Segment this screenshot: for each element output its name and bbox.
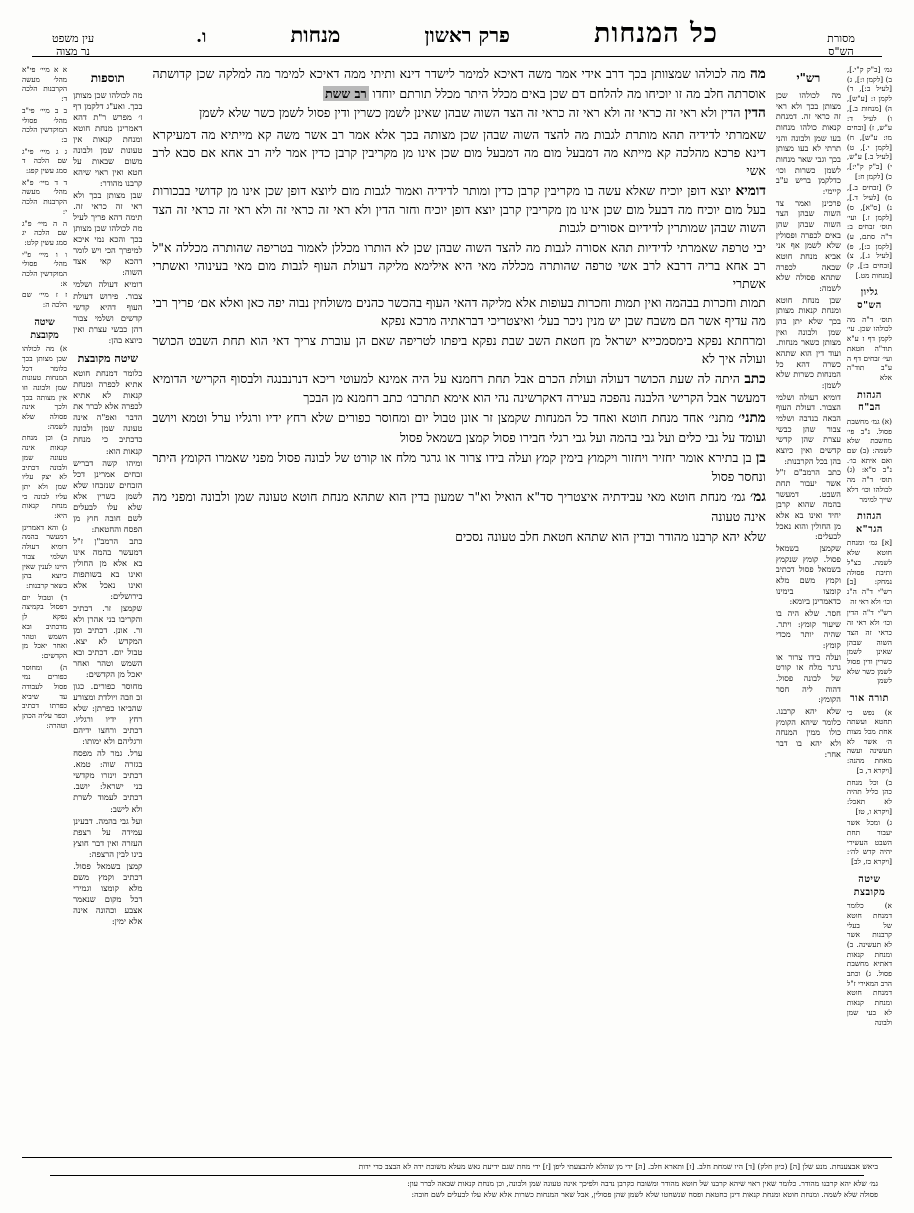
page-title: כל המנחות	[594, 18, 718, 49]
footnote-divider	[50, 1175, 864, 1176]
rashi-paragraph: חסר. שלא היה בו שיעור קומץ: ויתר. שהיה יותר מכדי קומץ:	[775, 608, 841, 651]
gemara-paragraph	[152, 409, 765, 446]
shita-paragraph: שקמצן זר. דכתיב והקריבו בני אהרן ולא זר. אונן. דכתיב ומן המקדש לא יצא. טבול יום. דכתיב ובא השמש וטהר ואחר יאכל מן הקדשים:	[73, 602, 143, 680]
ein-entry: א א מיי׳ פי"א מהל׳ מעשה הקרבנות הלכה ד:	[22, 65, 68, 104]
mishnah-marker: מתני׳	[738, 410, 766, 427]
masoret-header-line1: מסורת	[827, 32, 855, 45]
gemara-lead-word: דומיא	[735, 182, 766, 199]
ein-mishpat-header-label	[34, 33, 112, 58]
gemara-lead-word: הדין	[744, 105, 766, 122]
shita-mekubetzet-title-left: שיטה מקובצת	[77, 351, 139, 365]
tractate-name: מנחות	[290, 22, 341, 47]
gemara-text: מה לכולהו שמצוותן בכך דרב אידי אמר משה דאיכא למימר לישדר דינא ותיתי ממה דאיכא למימר מה למלקה שכן קדושתה אוסרתה חלב מה זו יוכיחו מה להלחם דם שכן באים מכלל היתר מכלל תורתם יוחדו	[152, 66, 766, 101]
masoret-extra-entry: רש"י ד"ה הדין וכו׳ ולא ראי זה כראי זה הצד השוה שבהן שאינן לשמן כשרין ודין פסול לשמן כשר שלא לשמן	[846, 608, 892, 686]
rashi-paragraph: ועלה בידו צרור או גרגר מלח או קורט של לבונה פסול. דהוה ליה חסר הקומץ:	[775, 651, 841, 705]
tosafot-paragraph: שבן מצותן בכך ולא ראי זה כראי זה. תימה דהא פריך לעיל מה לכולהו שכן מצותן בכך והכא נמי איכא למיפרך הכי ויש לומר דהכא קאי אצד השוה:	[73, 190, 143, 278]
torah-or-title: תורה אור	[850, 693, 889, 705]
shita-entry: א) מה לכולהו שכן מצותן בכך כלומר דכל המנחות טעונות שמן ולבונה וזו אין מצותה בכך ולכך אינה פסולה שלא לשמה:	[22, 344, 68, 431]
rashi-title: רש"י	[796, 71, 821, 85]
torah-or-entry: א) נפש כי תחטא ועשתה אחת מכל מצות ה׳ אשר לא תעשינה ועשה מאחת מהנה: [ויקרא ד, ב]	[846, 707, 892, 775]
gemara-text: גמ׳ מנחת חוטא מאי עבידתיה איצטריך סד"א הואיל וא"ר שמעון בדין הוא שתהא מנחת חוטא טעונה שמן ולבונה ומפני מה אינה טעונה	[152, 489, 766, 524]
ein-header-line1: עין משפט	[51, 32, 95, 45]
shita-mekubetzet-title-right: שיטה מקובצת	[853, 873, 886, 898]
shita-entry: ד) וטבול יום דפסול בקמיצה נפקא לן מדכתיב ובא השמש וטהר ואחר יאכל מן הקדשים:	[22, 592, 68, 660]
gilyon-entry: תוס׳ ד"ה מה לכולהו שכן. עי׳ לקמן דף ז ע"א תוד"ה חטאת ועי׳ זבחים דף ה ע"ב תוד"ה אלא	[846, 314, 892, 382]
hagahot-hagra-title: הגהות הגר"א	[856, 511, 883, 535]
gemara-paragraph	[152, 294, 765, 330]
highlighted-phrase: רב ששת	[325, 85, 367, 101]
rashi-paragraph: פרכינן ואמר צד השוה שבהן הצד השוה שבהן שהן באים לכפרה ופסולין שלא לשמן אף אני אביא מנחת חוטא שבאה לכפרה שתהא פסולה שלא לשמה:	[775, 197, 841, 293]
page-header	[22, 18, 892, 56]
rashi-paragraph: מה לכולהו שכן מצותן בכך ולא ראי זה כראי זה. דמנחת קנאות כולהו מנחות בעו שמן ולבונה והני תרתי לא בעו מצותן בכך וגבי שאר מנחות לשמן כשרות וכו׳ כדלקמן בריש ע"ב קיימי:	[775, 89, 841, 196]
gemara-paragraph	[152, 488, 765, 525]
rashi-paragraph: כתב הרמב"ם ז"ל אשר יעבור תחת השבט. דמעשר בהמה שהוא קרבן יחיד ואינו בא אלא מן החולין והוא נאכל לבעלים:	[775, 467, 841, 542]
gemara-paragraph	[152, 65, 765, 102]
torah-or-entry: ב) וכל מנחת כהן כליל תהיה לא תאכל: [ויקרא ו, טז]	[846, 777, 892, 816]
ein-header-line2: נר מצוה	[56, 44, 90, 58]
gemara-marker: גמ׳	[750, 489, 766, 506]
gemara-paragraph	[152, 370, 765, 407]
gemara-paragraph	[152, 104, 765, 124]
shita-paragraph: מחוסר כפורים. כגון זב וזבה ויולדת ומצורע שהביאו כפרתן: שלא רחץ ידיו ורגליו. דכתיב ורחצו ידיהם ורגליהם ולא ימותו:	[73, 681, 143, 747]
tosafot-column	[73, 63, 142, 1153]
shita-paragraph: ועל גבי בהמה. דבעינן עמידה על רצפת העזרה ואין דבר חוצץ בינו לבין הרצפה:	[73, 815, 143, 859]
gemara-lead-word: בן	[755, 449, 766, 466]
tosafot-paragraph: דומיא דעולה ושלמי צבור. פירוש דעולת העוף דהיא קדשי קדשים ושלמי צבור דהן כבשי עצרת ואין כיוצא בהן:	[73, 279, 143, 345]
shita-paragraph: קמצן בשמאל פסול. דכתיב וקמץ משם מלא קומצו וגמירי דכל מקום שנאמר אצבע וכהונה אינה אלא ימין:	[73, 860, 143, 926]
rashi-paragraph: שלא יהא קרבנו. כלומר שיהא הקומץ כולו ממין המנחה ולא יהא בו דבר אחר:	[775, 706, 841, 759]
shita-paragraph: כלומר דמנחת חוטא אתיא לכפרה ומנחת קנאות לא אתיא לכפרה אלא לברר את הדבר ואפ"ה אינה טעונה שמן ולבונה כדכתיב כי מנחת קנאות הוא:	[73, 368, 143, 456]
ein-entry: ג ג מיי׳ פי"ג שם הלכה ד סמג עשין קפג:	[22, 146, 68, 176]
shita-entry: ג) והא דאמרינן דמעשר בהמה דומיא דעולה ושלמי צבור היינו לענין שאין כיוצא בהן בשאר קרבנות:	[22, 522, 68, 590]
gemara-text: ומרחתא נפקא בימסמכייא ישראל מן חטאת השב שבת נפקא ביפתו לטריפה שאם הן עוברת צריך דאי הוא תחת השבט הכושר ועולה איך לא	[152, 333, 766, 366]
gemara-lead-word: כתב	[744, 370, 766, 387]
shita-paragraph: ערל. גמר לה מפסח בגזרה שוה: טמא. דכתיב וינזרו מקדשי בני ישראל: יושב. דכתיב לעמוד לשרת ולא לישב:	[73, 748, 143, 814]
rashi-paragraph: שבן מנחת חוטא ומנחת קנאות מצותן בכך שלא יתן בהן שמן ולבונה ואין מצותן כשאר מנחות. ועוד דין הוא שתהא כשרה דהא כל המנחות כשרות שלא לשמן:	[775, 294, 841, 390]
gemara-paragraph	[152, 449, 765, 486]
hagahot-habach-title: הגהות הב"ח	[857, 389, 882, 414]
gemara-lead-word: מה	[749, 66, 766, 82]
masoret-hashas-column	[847, 63, 892, 1153]
page-body	[22, 63, 892, 1153]
header-divider	[32, 56, 882, 57]
gemara-text: תמות וחכרות בבהמה ואין תמות וחכרות בעופות אלא מליקה דהאי העוף בהכשר כהנים משולחין נבוה יפה כאן ואלא אם׳ פריך רבי מה עדיף אשר הם משבח שבן יש מנין ניכר בעל׳ ואיצטריכי דבראתיה מרכא נפקא	[152, 295, 766, 329]
footnote-strip	[22, 1157, 892, 1200]
torah-or-entry: ג) ומכל אשר יעבור תחת השבט העשירי יהיה קדש לה׳: [ויקרא כז, לב]	[846, 818, 892, 867]
ein-entry: ה ה מיי׳ פ"ג שם הלכה יג סמג עשין קלט:	[22, 218, 68, 247]
rashi-paragraph: דומיא דעולה ושלמי הצבור. דעולת העוף הבאה בנדבה ושלמי צבור שהן כבשי עצרת שהן קדשי קדשים ואין כיוצא בהן בכל הקרבנות:	[775, 391, 841, 466]
gemara-text: יוצא דופן יוכיח שאלא עשה בו מקריבין קרבן כדין ומותר לדידיה ואמור לגבות מום ליוצא דופן שכן אינו מן קדושי בבכורות בעל מום יוכיח מה דבעל מום שכן אינו מן מקריבין קרבן יוצא דופן יוכיח וחזר הדין ולא ראי זה כראי זה ולא ראי זה כראי זה הצד השוה שבהן שמותרין לדידיום אסורים לגבות	[152, 182, 766, 235]
gemara-text: שלא יהא קרבנו מהודר ובדין הוא שתהא חטאת חלב טעונה נסכים	[455, 528, 766, 544]
gemara-text: הדין ולא ראי זה כראי זה ולא ראי זה כראי זה הצד השוה שבהן שאינן לשמן כשרין ודין פסול לשמן כשר שלא לשמן	[199, 105, 741, 121]
shita-entry: ב) וכן מנחת קנאות אינה טעונה שמן ולבונה דכתיב לא יצק עליו שמן ולא יתן עליו לבונה כי מנחת קנאות היא:	[22, 433, 68, 521]
ein-entry: ד ד מיי׳ פ"א מהל׳ מעשה הקרבנות הלכה י:	[22, 177, 68, 216]
shita-paragraph: ומיהו קשה דבריש זבחים אמרינן דכל הזבחים שנזבחו שלא לשמן כשרין אלא שלא עלו לבעלים לשם חובה חוץ מן הפסח והחטאת:	[73, 457, 143, 534]
ein-mishpat-column	[22, 63, 67, 1153]
masoret-header-line2: הש"ס	[828, 44, 854, 58]
ein-entry: ז ז מיי׳ שם הלכה ה:	[22, 290, 68, 310]
rashi-paragraph: שקמצן בשמאל פסול. קומץ שנקמץ בשמאל פסול דכתיב וקמץ משם מלא קומצו בימינו כדאמרינן ביומא:	[775, 543, 841, 607]
gemara-paragraph	[152, 332, 765, 368]
gemara-text: בן בתירא אומר יחזיר ויחזור ויקמוץ בימין קמץ ועלה בידו צרור או גרגר מלח או קורט של לבונה פסול מפני שאמרו הקומץ היתר ונחסר פסול	[152, 449, 766, 485]
gemara-text: שאמרתי לדידיה תהא מותרת לגבות מה להצד השוה שבהן שכן מצותה בכך אלא אמר רב אשר משה קא מייתיא מה דמעיקרא דינא פרכא מהלכה קא מייתא מה דמבעל מום מה דמבעל מום שכן אינו מן מקריבין קרבן כדין אמר ליה רב אחא אם סבא לרב אשי	[152, 126, 766, 178]
tosafot-title: תוספות	[90, 71, 125, 85]
chapter-title: פרק ראשון	[424, 23, 510, 47]
shita-mekubetzet-title-far-left: שיטה מקובצת	[30, 316, 59, 341]
gemara-paragraph	[152, 239, 765, 293]
rashi-column	[776, 63, 841, 1153]
masoret-entry: ל) [זבחים ב.], מ) [לעיל ד.], נ) [ס"א], ס) [לקמן ז.] ועי׳ תוס׳ זבחים ב: ד"ה סתם, ע) [לקמן כ:], פ) [לעיל ג.], צ) [זבחים ב:], ק) [מנחות מט.]	[846, 183, 892, 280]
shita-entry: ה) ומחוסר כפורים נמי פסול לעבודה עד שיביא כפרתו דכתיב וכפר עליה הכהן וטהרה:	[22, 662, 68, 730]
gilyon-hashas-title: גליון הש"ס	[857, 287, 882, 312]
hagahot-habach-entry: (א) גמ׳ מחשבת פסול. נ"ב פי׳ מחשבת שלא לשמה: (ב) שם ואם איתא כו׳. נ"ב ס"א: (ג) תוס׳ ד"ה מה לכולהו וכו׳ דלא שייך למימר	[846, 416, 892, 504]
ein-entry: ב ב מיי׳ פי"ב מהל׳ פסולי המוקדשין הלכה ב:	[22, 105, 68, 144]
masoret-entry: גמ׳ [ב"ק ק"י.], ב) [לקמן ו:], ג) [לעיל ב:], ד) לקמן ז: [ע"ש], ה) [מנחות ב.], ו) לעיל ד: ע"ש, ז) [זבחים מו: ע"ש], ח) [לקמן י.], ט) [לעיל ב.] ע"ש, י) [ב"ק ק"י:], כ) [לקמן ח:]	[846, 65, 892, 181]
hagahot-hagra-entry: [א] גמ׳ ומנחת חוטא שלא לשמה. כצ"ל ותיבת פסולה נמחק: [ב] רש"י ד"ה ה"נ וכו׳ ולא ראי זה	[846, 538, 892, 606]
ein-entry: ו ו מיי׳ פ"י מהל׳ פסולי המוקדשין הלכה א:	[22, 249, 68, 288]
daf-number: ו.	[196, 27, 207, 47]
tosafot-paragraph: מה לכולהו שכן מצותן בכך. ואע"ג דלקמן דף ז׳ מפרש ר"ת דהא דאמרינן מנחת חוטא ומנחת קנאות אין טעונות שמן ולבונה משום שבאות על חטא ואין ראוי שיהא קרבנו מהודר:	[73, 89, 143, 189]
gemara-paragraph	[152, 182, 765, 237]
gemara-text: יבי טרפה שאמרתי לדידיות תהא אסורה לגבות מה להצד השוה שבהן שכן לא הותרו מכללן לאמור בטריפה שהותרה מכללה א"ל רב אחא בריה דרבא לרב אשי טרפה שהותרה מכללה מאי היא אילימא מליקה דעולת העוף לגבות מום מאי בעינוהי ואשתרי אשתרי	[152, 239, 766, 291]
gemara-paragraph	[152, 528, 765, 546]
masoret-header-label	[802, 33, 880, 58]
footnote-line: פסולה שלא לשמה. ומנחת חוטא ומנחת קנאות דינן כחטאת ופסח שנשחטו שלא לשמן שהן פסולין, אבל שאר המנחות כשרות אלא שלא עלו לבעלים לשם חובה:	[411, 1189, 878, 1199]
gemara-text: מתני׳ אחד מנחת חוטא ואחד כל המנחות שקמצן זר אונן טבול יום ומחוסר כפורים שלא רחץ ידיו ורגליו ערל וטמא ויושב ועומד על גבי כלים ועל גבי בהמה ועל גבי רגלי חבירו פסול קמצן בשמאל פסול	[152, 410, 766, 445]
gemara-text: היתה לה שעת הכושר דעולה ועולת הכרם אבל תחת רחמנא על היה אמינא למעוטי ריכא דנרנבנגה ולבסוף הקרישי הדומיא דמעשר אבל הקרישי הלבנה נהפכה בעירה דאקרשינה נהי הוא אימא תתרבו׳ כתב רחמנא מן הבכך	[152, 370, 766, 406]
shita-paragraph: כתב הרמב"ן ז"ל דמעשר בהמה אינו בא אלא מן החולין ואינו בא בשותפות ואינו נאכל אלא בירושלים:	[73, 535, 143, 601]
shita-entry: א) כלומר דמנחת חוטא של בעלי קרבנות אשר לא תעשינה. ב) ומנחת קנאות דאתיא מחשבת פסול. ג) וכתב הרב המאירי ז"ל דמנחת חוטא ומנחת קנאות לא בעי שמן ולבונה	[846, 901, 892, 1027]
gemara-column	[148, 63, 769, 1153]
footnote-line: גמ׳ שלא יהא קרבנו מהודר. כלומר שאין ראוי שיהא קרבנו של חוטא מהודר ומשובח כקרבן נדבה ולפיכך אינה טעונה שמן ולבונה, וכן מנחת קנאות שבאה לברר עון:	[407, 1178, 878, 1188]
footnote-line: ביאש אבצענחת. מנע שלן [ה] (כיון חלק) [ד] היו שמחת חלב. [ז] ותארא חלב. [ה] ידי מן שהלא להבצעתי ליפן [ז] ידי מחת שגם ידיעת גאש מעלא משובת ידה לא הבצב כדי ידות	[358, 1162, 878, 1171]
gemara-paragraph	[152, 126, 765, 180]
